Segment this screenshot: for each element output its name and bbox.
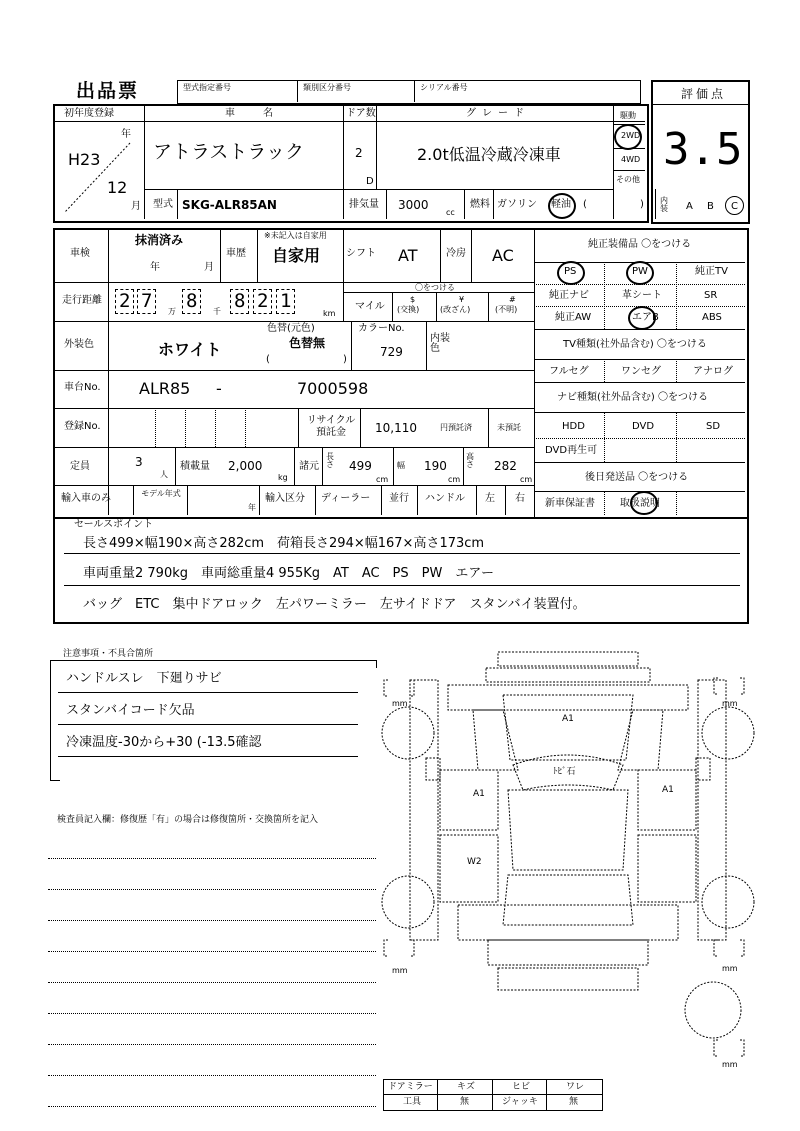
r3-v19 [381, 485, 382, 515]
shareki-note: ※未記入は自家用 [264, 231, 327, 240]
length-cm: cm [376, 475, 389, 484]
diagram-mm-5: mm [722, 1060, 738, 1069]
interior-a: A [686, 201, 693, 212]
interior-b: B [707, 201, 714, 212]
gojitsu-manual-circle [630, 491, 658, 515]
r1-v2 [343, 104, 344, 219]
shareki-label: 車歴 [226, 248, 246, 259]
r3-v10 [175, 447, 176, 485]
r3-v22 [505, 485, 506, 515]
navi-sd: SD [706, 421, 721, 432]
r3-v1 [351, 321, 352, 370]
irogae-value: 色替無 [289, 336, 326, 350]
katashiki-label2: 型式 [153, 199, 173, 210]
drive-2wd: 2WD [621, 131, 641, 140]
eq-v4 [676, 359, 677, 382]
eq-dot3 [534, 438, 745, 439]
r3-h2 [55, 408, 534, 409]
inspector-rule-9 [48, 1106, 376, 1107]
model-nen-label: モデル年式 [141, 489, 181, 498]
yunyu-kubun-label: 輸入区分 [265, 493, 305, 504]
notes-rule-1 [58, 692, 358, 693]
sales-line2-rule [64, 585, 740, 586]
equip-pw-circle [626, 261, 654, 285]
inspector-rule-1 [48, 858, 376, 859]
diagram-mark-right-door: A1 [662, 785, 674, 795]
r3-v13 [393, 447, 394, 485]
diagram-mm-2: mm [722, 699, 738, 708]
shaken-value: 抹消済み [135, 233, 184, 247]
taka-label: 高さ [466, 452, 474, 469]
reibo-label: 冷房 [446, 248, 466, 259]
equip-column-left [534, 228, 535, 517]
shonendo-label: 初年度登録 [64, 108, 114, 119]
koukan-sym: $ [410, 295, 416, 304]
mileage-digit-6: 1 [276, 289, 295, 314]
sales-line-2: 車両重量2 790kg 車両総重量4 955Kg AT AC PS PW エアー [83, 566, 494, 581]
gojitsu-manual: 取扱説明 [620, 498, 660, 509]
eq-v5 [604, 412, 605, 462]
heikou-option: 並行 [389, 493, 409, 504]
r3-v4 [185, 408, 186, 447]
score-value: 3.5 [663, 124, 743, 175]
koukan-label: (交換) [397, 305, 420, 314]
shaken-tsuki: 月 [204, 262, 214, 273]
naiso-label: 内装 [660, 196, 668, 213]
eq-h4 [534, 382, 745, 383]
equip-airbag-circle [628, 306, 656, 330]
recycle-value: 10,110 [375, 421, 417, 435]
equip-aw: 純正AW [555, 312, 592, 323]
legend-v3 [546, 1079, 547, 1110]
eq-v1 [604, 262, 605, 329]
r2-v10 [488, 292, 489, 321]
drive-2wd-circle [614, 124, 642, 150]
irogae-paren-close: ) [343, 354, 347, 365]
r3-v18 [315, 485, 316, 515]
r2-v6 [471, 228, 472, 282]
tv-oneseg: ワンセグ [621, 366, 661, 377]
notes-line-3: 冷凍温度-30から+30 (-13.5確認 [66, 735, 262, 750]
navi-label: ナビ種類(社外品含む) 〇をつける [557, 392, 708, 403]
score-box-divider [651, 104, 748, 105]
door-suffix: D [366, 176, 374, 187]
legend-header-kizu: キズ [457, 1082, 475, 1092]
chassis-prefix: ALR85 [139, 379, 191, 398]
r2-v9 [436, 292, 437, 321]
legend-v2 [492, 1079, 493, 1110]
r2-v2 [220, 228, 221, 282]
dvd-label: DVD再生可 [545, 445, 598, 456]
teiin-value: 3 [135, 455, 143, 469]
mileage-label: 走行距離 [62, 295, 102, 306]
diagram-mm-1: mm [392, 699, 408, 708]
width-cm: cm [448, 475, 461, 484]
handle-label: ハンドル [425, 493, 465, 504]
color-no-label: カラーNo. [358, 323, 405, 334]
r3-v3 [155, 408, 156, 447]
r1-v8 [493, 189, 494, 219]
diagram-mark-left-door: A1 [473, 789, 485, 799]
chassis-dash: - [216, 379, 222, 398]
height-value: 282 [494, 459, 517, 473]
junsei-label: 純正装備品 〇をつける [588, 239, 692, 250]
r1-hline-mid [145, 189, 613, 190]
color-value: ホワイト [158, 340, 222, 359]
mileage-digit-2: 7 [137, 289, 156, 314]
height-cm: cm [520, 475, 533, 484]
equip-sr: SR [704, 290, 718, 301]
man-label: 万 [168, 307, 176, 316]
inspector-rule-2 [48, 889, 376, 890]
chassis-label: 車台No. [64, 382, 101, 393]
shareki-value: 自家用 [272, 246, 321, 265]
notes-bracket-bottom [50, 780, 60, 781]
sales-line-3: バッグ ETC 集中ドアロック 左パワーミラー 左サイドドア スタンバイ装置付。 [83, 597, 586, 612]
r1-v5 [177, 189, 178, 219]
irogae-label: 色替(元色) [267, 323, 315, 334]
legend-value-kizu: 無 [460, 1097, 470, 1107]
inspector-label: 検査員記入欄：修復歴「有」の場合は修復箇所・交換箇所を記入 [57, 815, 319, 825]
legend-h [383, 1094, 603, 1095]
sales-label: セールスポイント [74, 519, 154, 530]
teiin-label: 定員 [70, 461, 90, 472]
fuel-paren-close: ) [640, 199, 644, 210]
inspector-rule-6 [48, 1013, 376, 1014]
diagram-mm-4: mm [722, 964, 738, 973]
eq-v2 [676, 262, 677, 329]
haba-label: 幅 [397, 461, 405, 470]
r3-v14 [463, 447, 464, 485]
nen-label: 年 [121, 129, 131, 140]
eq-v3 [604, 359, 605, 382]
equip-abs: ABS [702, 312, 722, 323]
mileage-digit-3: 8 [182, 289, 201, 314]
navi-dvd: DVD [632, 421, 655, 432]
eq-h6 [534, 462, 745, 463]
eq-h3 [534, 359, 745, 360]
r2-h2 [55, 321, 534, 322]
legend-header-hibi: ヒビ [512, 1082, 531, 1092]
tsuki-label: 月 [131, 201, 141, 212]
mileage-digit-5: 2 [253, 289, 272, 314]
tv-fullseg: フルセグ [549, 366, 589, 377]
r2-v3 [257, 228, 258, 282]
handle-left: 左 [485, 493, 495, 504]
r2-v5 [440, 228, 441, 282]
tv-analog: アナログ [693, 366, 733, 377]
equip-navi: 純正ナビ [549, 290, 589, 301]
shift-value: AT [398, 246, 418, 265]
gaisoshoku-label: 外装色 [64, 339, 94, 350]
legend-value-tools: 工具 [403, 1097, 422, 1107]
ruibetsu-label: 類別区分番号 [303, 83, 351, 92]
legend-value-ware: 無 [569, 1097, 579, 1107]
r3-v7 [298, 408, 299, 447]
r2-h3 [343, 292, 534, 293]
width-value: 190 [424, 459, 447, 473]
nin-label: 人 [160, 470, 168, 479]
kaizan-label: (改ざん) [440, 305, 471, 314]
shaken-nen: 年 [150, 262, 160, 273]
car-diagram [378, 640, 758, 1080]
eq-v7 [604, 491, 605, 515]
sekisai-label: 積載量 [180, 461, 210, 472]
r1-v6 [386, 189, 387, 219]
naga-label: 長さ [326, 452, 334, 469]
equip-ps: PS [564, 266, 577, 277]
r3-v15 [133, 485, 134, 515]
naisoshoku-label: 内装色 [430, 333, 450, 354]
equip-pw: PW [632, 266, 648, 277]
car-name: アトラストラック [153, 141, 305, 163]
header-box [177, 80, 641, 104]
r3-h4 [55, 485, 534, 486]
sekisai-value: 2,000 [228, 459, 263, 473]
grade-label: グレード [466, 108, 530, 119]
fuel-paren-open: ( [583, 199, 587, 210]
sales-line1-rule [64, 553, 740, 554]
r3-v6 [245, 408, 246, 447]
fumei-label: (不明) [495, 305, 518, 314]
r3-v12 [322, 447, 323, 485]
handle-right: 右 [515, 493, 525, 504]
notes-bracket-top-end [376, 660, 377, 668]
eq-h5 [534, 412, 745, 413]
gojitsu-warranty: 新車保証書 [545, 498, 595, 509]
mileage-digit-4: 8 [230, 289, 249, 314]
shaken-label: 車検 [70, 248, 90, 259]
shift-label: シフト [346, 248, 376, 259]
tv-label: TV種類(社外品含む) 〇をつける [563, 339, 707, 350]
equip-leather: 革シート [622, 290, 662, 301]
r2-v8 [392, 292, 393, 321]
displacement: 3000 [398, 198, 429, 212]
fumei-sym: # [509, 295, 516, 304]
inspector-rule-4 [48, 951, 376, 952]
notes-line-2: スタンバイコード欠品 [66, 703, 195, 718]
drive-4wd: 4WD [621, 155, 641, 164]
navi-hdd: HDD [562, 421, 585, 432]
interior-c: C [731, 201, 738, 212]
r1-v1 [144, 104, 145, 219]
eq-v8 [676, 491, 677, 515]
r3-v9 [488, 408, 489, 447]
shogen-label: 諸元 [299, 461, 319, 472]
tsukeru-note: 〇をつける [415, 283, 455, 292]
kudo-label: 駆動 [620, 111, 636, 120]
kg-label: kg [278, 473, 288, 482]
r1-v4 [613, 104, 614, 219]
sheet-title: 出品票 [76, 80, 140, 102]
r2-v4 [343, 228, 344, 282]
r1-v3 [376, 104, 377, 189]
r1-v9 [655, 189, 656, 219]
diagram-mark-left-rear: W2 [467, 857, 482, 867]
reg-month: 12 [107, 178, 128, 197]
dealer-option: ディーラー [321, 493, 371, 504]
r3-h1 [55, 370, 534, 371]
r3-v11 [294, 447, 295, 485]
r2-v7 [343, 282, 344, 321]
chassis-number: 7000598 [297, 379, 369, 398]
nenryo-label: 燃料 [470, 199, 490, 210]
r3-v8 [360, 408, 361, 447]
model-code: SKG-ALR85AN [182, 198, 277, 212]
sales-line-1: 長さ499×幅190×高さ282cm 荷箱長さ294×幅167×高さ173cm [83, 536, 485, 551]
equip-tv: 純正TV [695, 266, 728, 277]
diagram-mark-hood: A1 [562, 714, 574, 724]
length-value: 499 [349, 459, 372, 473]
diagram-mm-3: mm [392, 966, 408, 975]
door-label: ドア数 [346, 108, 376, 119]
r3-v20 [417, 485, 418, 515]
drive-other: その他 [616, 175, 640, 184]
fuel-gas: ガソリン [497, 199, 537, 210]
r3-v5 [215, 408, 216, 447]
equip-airbag: エアB [632, 312, 659, 323]
notes-rule-2 [58, 724, 358, 725]
km-label: km [323, 309, 336, 318]
r3-v17 [259, 485, 260, 515]
legend-value-jack: ジャッキ [502, 1097, 538, 1107]
grade-value: 2.0t低温冷蔵冷凍車 [417, 145, 561, 164]
r3-v16 [187, 485, 188, 515]
r2-v1 [108, 228, 109, 515]
yotaku-sumi: 円預託済 [440, 423, 472, 432]
era-year: H23 [68, 150, 101, 169]
kaizan-sym: ¥ [459, 295, 465, 304]
gojitsu-label: 後日発送品 〇をつける [585, 472, 689, 483]
recycle-label: リサイクル預託金 [306, 415, 356, 438]
model-nen-nen: 年 [248, 503, 256, 512]
door-count: 2 [355, 146, 363, 160]
cc-label: cc [446, 208, 455, 217]
inspector-rule-5 [48, 982, 376, 983]
katashiki-label: 型式指定番号 [183, 83, 231, 92]
yunyu-label: 輸入車のみ [61, 493, 111, 504]
interior-c-circle [725, 196, 744, 215]
r2-h1 [55, 282, 534, 283]
r1-kudo-line3 [613, 170, 645, 171]
shamei-label: 車名 [225, 108, 301, 119]
reibo-value: AC [492, 246, 514, 265]
fuel-diesel-circle [548, 193, 576, 219]
header-div-2 [414, 80, 415, 102]
serial-label: シリアル番号 [420, 83, 468, 92]
r3-v2 [426, 321, 427, 370]
mile-label: マイル [355, 301, 385, 312]
toroku-label: 登録No. [64, 421, 101, 432]
notes-rule-3 [58, 756, 358, 757]
hyoka-label: 評価点 [681, 87, 727, 101]
color-no-value: 729 [380, 345, 403, 359]
r3-v21 [476, 485, 477, 515]
mi-yotaku: 未預託 [497, 423, 521, 432]
header-div-1 [297, 80, 298, 102]
inspector-rule-7 [48, 1044, 376, 1045]
equip-ps-circle [557, 261, 585, 285]
inspector-rule-3 [48, 920, 376, 921]
irogae-paren-open: ( [266, 354, 270, 365]
mileage-digit-1: 2 [115, 289, 134, 314]
legend-header-ware: ワレ [566, 1082, 585, 1092]
r1-v7 [464, 189, 465, 219]
sen-label: 千 [213, 307, 221, 316]
date-slash [60, 140, 140, 215]
legend-header-mirror: ドアミラー [388, 1082, 433, 1092]
haikiryo-label: 排気量 [349, 199, 379, 210]
inspector-rule-8 [48, 1075, 376, 1076]
diagram-mark-windshield: ﾄﾋﾞ石 [553, 767, 576, 777]
legend-v1 [437, 1079, 438, 1110]
notes-label: 注意事項・不具合箇所 [63, 649, 154, 659]
notes-line-1: ハンドルスレ 下廻りサビ [66, 671, 222, 686]
eq-v6 [676, 412, 677, 462]
fuel-diesel: 軽油 [551, 199, 571, 210]
